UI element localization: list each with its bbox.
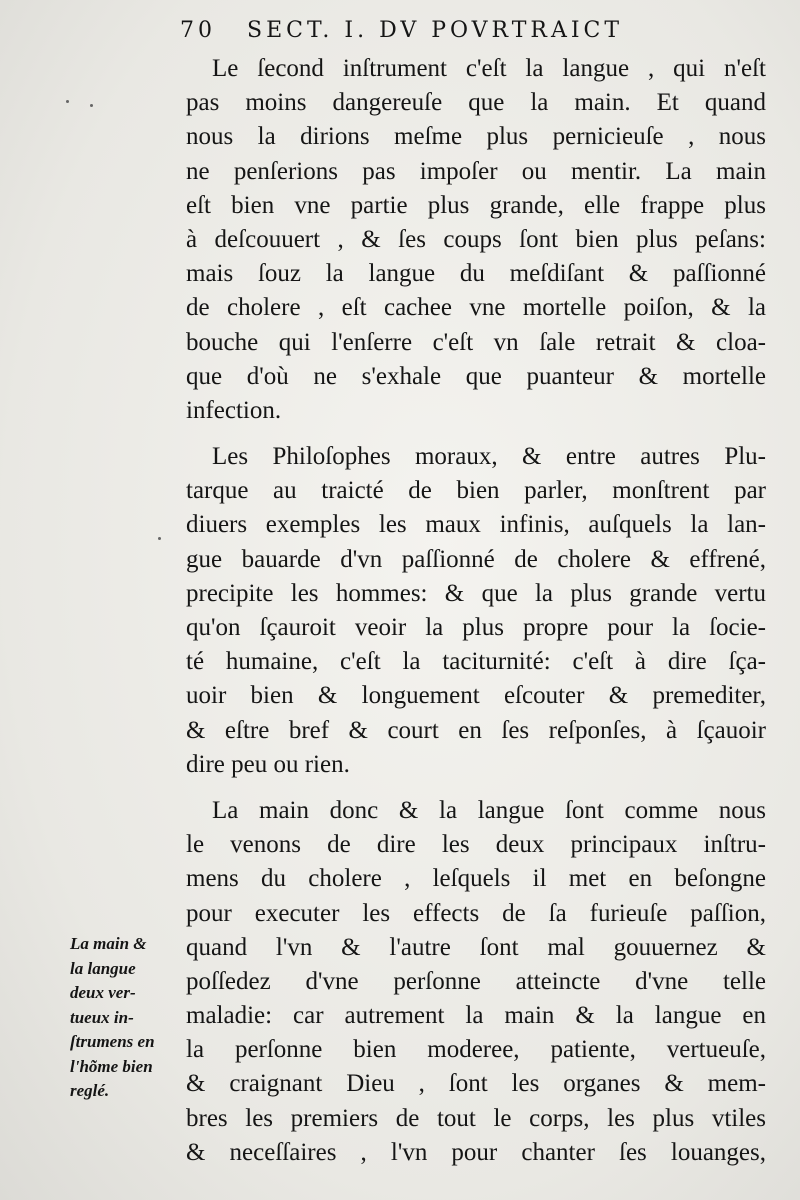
text-line: ne penſerions pas impoſer ou mentir. La main [186, 157, 766, 185]
text-line: precipite les hommes: & que la plus grande vertu [186, 579, 766, 607]
text-line: la perſonne bien moderee, patiente, vertueuſe, [186, 1036, 766, 1064]
text-line: poſſedez d'vne perſonne atteincte d'vne telle [186, 967, 766, 995]
marginal-note-line: La main & [70, 934, 147, 953]
text-line: diuers exemples les maux infinis, auſquels la lan- [186, 511, 766, 539]
text-line: té humaine, c'eſt la taciturnité: c'eſt à dire ſça- [186, 648, 766, 676]
marginal-note-line: l'hõme bien [70, 1056, 153, 1076]
text-line: mens du cholere , leſquels il met en beſongne [186, 865, 766, 893]
running-head [180, 18, 780, 52]
text-line: mais ſouz la langue du meſdiſant & paſſionné [186, 260, 766, 288]
paragraph-1 [186, 52, 766, 428]
text-line: pas moins dangereuſe que la main. Et quand [186, 89, 766, 117]
text-line: & eſtre bref & court en ſes reſponſes, à ſçauoir [186, 716, 766, 744]
text-line: & neceſſaires , l'vn pour chanter ſes louanges, [186, 1138, 766, 1166]
paper-speck [90, 104, 93, 107]
running-head-title: SECT. I. DV POVRTRAICT [247, 18, 624, 43]
marginal-note [70, 932, 182, 1104]
text-line: que d'où ne s'exhale que puanteur & mortelle [186, 362, 766, 390]
text-line: dire peu ou rien. [186, 750, 350, 778]
paper-speck [66, 100, 69, 103]
text-line: bres les premiers de tout le corps, les plus vtiles [186, 1104, 766, 1132]
paragraph-3 [186, 794, 766, 1170]
text-line: maladie: car autrement la main & la langue en [186, 1002, 766, 1030]
text-line: de cholere , eſt cachee vne mortelle poiſon, & la [186, 294, 766, 322]
marginal-note-line: reglé. [70, 1081, 110, 1100]
body-text [186, 52, 766, 1170]
text-line: tarque au traicté de bien parler, monſtrent par [186, 477, 766, 505]
text-line: uoir bien & longuement eſcouter & premediter, [186, 682, 766, 710]
text-line: gue bauarde d'vn paſſionné de cholere & effrené, [186, 545, 766, 573]
text-line: qu'on ſçauroit veoir la plus propre pour la ſocie- [186, 614, 766, 641]
marginal-note-line: la langue [70, 958, 136, 978]
marginal-note-line: tueux in- [70, 1007, 134, 1027]
marginal-note-line: ſtrumens en [70, 1032, 155, 1051]
text-line: quand l'vn & l'autre ſont mal gouuernez & [186, 933, 766, 961]
paragraph-2 [186, 440, 766, 782]
marginal-note-line: deux ver- [70, 983, 136, 1002]
text-line: eſt bien vne partie plus grande, elle frappe plus [186, 191, 766, 219]
text-line: & craignant Dieu , ſont les organes & mem- [186, 1070, 766, 1098]
text-line: Le ſecond inſtrument c'eſt la langue , qui n'eſt [212, 55, 766, 82]
text-line: le venons de dire les deux principaux inſtru- [186, 831, 766, 859]
page-number: 70 [180, 18, 216, 43]
text-line: à deſcouuert , & ſes coups ſont bien plus peſans: [186, 225, 766, 253]
paper-speck [158, 537, 161, 540]
text-line: nous la dirions meſme plus pernicieuſe , nous [186, 123, 766, 151]
text-line: bouche qui l'enſerre c'eſt vn ſale retrait & cloa- [186, 328, 766, 356]
text-line: infection. [186, 396, 282, 424]
text-line: pour executer les effects de ſa furieuſe paſſion, [186, 899, 766, 927]
text-line: La main donc & la langue ſont comme nous [212, 796, 766, 824]
text-line: Les Philoſophes moraux, & entre autres Plu- [212, 443, 766, 471]
